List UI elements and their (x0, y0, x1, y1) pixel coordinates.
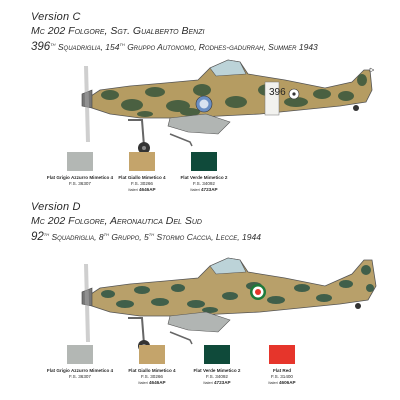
version-c-caption (31, 10, 318, 54)
paint-swatch: Flat Verde Mimetico 2 F.S. 34092 Italeri 4723AP (172, 345, 262, 386)
paint-swatch: Flat Giallo Mimetico 4 F.S. 30266 Italeri 4646AP (97, 152, 187, 193)
paint-chip (204, 345, 230, 364)
paint-swatch: Flat Giallo Mimetico 4 F.S. 30266 Italeri 4646AP (107, 345, 197, 386)
version-d-label: Version D (31, 201, 81, 213)
version-c-line2: 396th Squadriglia, 154th Gruppo Autonomo, Rodhes-gadurrah, Summer 1943 (31, 41, 318, 53)
aircraft-profile-version-c (70, 50, 385, 160)
paint-chip (67, 152, 93, 171)
paint-swatch: Flat Verde Mimetico 2 F.S. 34092 Italeri 4723AP (159, 152, 249, 193)
paint-chip (129, 152, 155, 171)
italian-roundel-icon (250, 284, 266, 300)
version-d-caption (31, 200, 261, 244)
version-d-line2: 92th Squadriglia, 8th Gruppo, 5th Stormo Caccia, Lecce, 1944 (31, 231, 261, 243)
paint-chip (67, 345, 93, 364)
paint-chip (191, 152, 217, 171)
version-d-line1: Mc 202 Folgore, Aeronautica Del Sud (31, 215, 202, 227)
paint-swatch: Flat Grigio Azzurro Mimetico 4 F.S. 36307 (35, 152, 125, 187)
tail-cross-icon (370, 68, 374, 72)
landing-gear-icon (128, 120, 144, 146)
paint-swatch: Flat Grigio Azzurro Mimetico 4 F.S. 36307 (35, 345, 125, 380)
landing-gear-icon (128, 318, 144, 344)
version-c-label: Version C (31, 11, 81, 23)
fuselage-code: 396 (269, 87, 286, 98)
version-c-line1: Mc 202 Folgore, Sgt. Gualberto Benzi (31, 25, 205, 37)
paint-chip (269, 345, 295, 364)
paint-chip (139, 345, 165, 364)
paint-swatch: Flat Red F.S. 31400 Italeri 4606AP (237, 345, 327, 386)
